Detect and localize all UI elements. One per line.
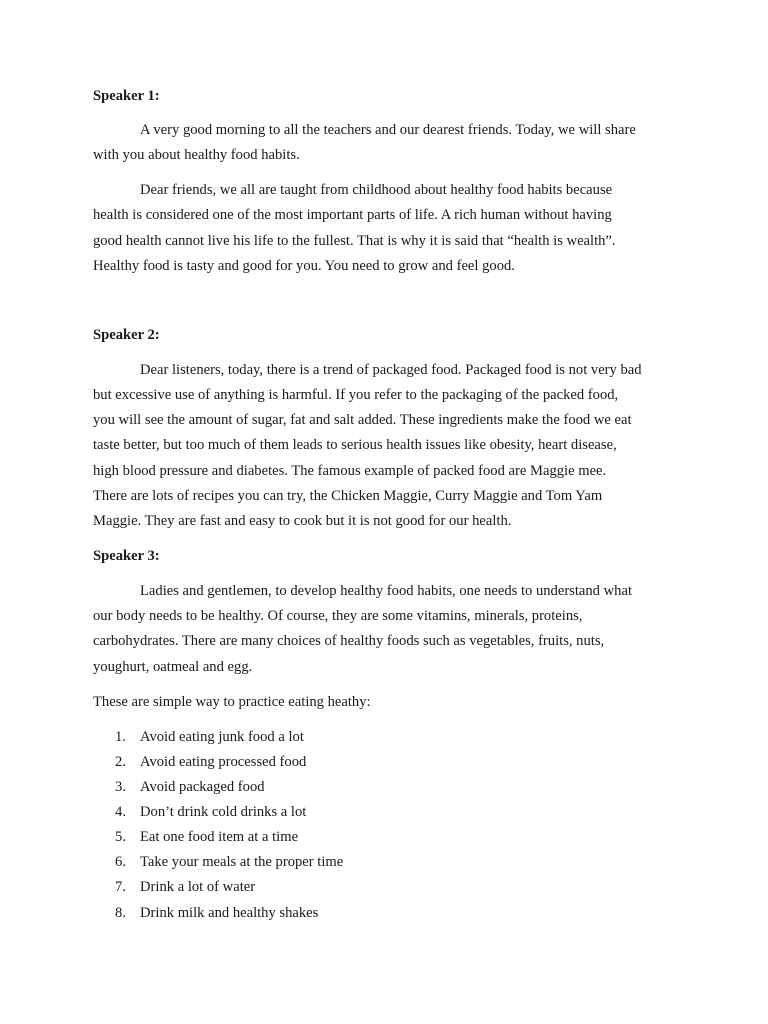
speaker-2-para-line: but excessive use of anything is harmful. If you refer to the packaging of the packed food, xyxy=(93,387,619,403)
list-item-text: Eat one food item at a time xyxy=(140,829,299,845)
speaker-1-para-1-line: A very good morning to all the teachers and our dearest friends. Today, we will share xyxy=(140,122,636,138)
list-item-text: Take your meals at the proper time xyxy=(140,854,344,870)
speaker-1-para-2-line: health is considered one of the most important parts of life. A rich human without having xyxy=(93,207,612,223)
list-intro: These are simple way to practice eating heathy: xyxy=(93,694,371,710)
speaker-3-para-line: Ladies and gentlemen, to develop healthy food habits, one needs to understand what xyxy=(140,583,632,599)
list-item-number: 2. xyxy=(115,754,126,770)
speaker-3-para-line: youghurt, oatmeal and egg. xyxy=(93,659,253,675)
speaker-1-heading: Speaker 1: xyxy=(93,88,160,104)
list-item-number: 5. xyxy=(115,829,126,845)
speaker-1-para-2-line: Dear friends, we all are taught from childhood about healthy food habits because xyxy=(140,182,613,198)
speaker-2-para-line: taste better, but too much of them leads to serious health issues like obesity, heart disease, xyxy=(93,437,617,453)
speaker-1-para-2-line: good health cannot live his life to the fullest. That is why it is said that “health is wealth”. xyxy=(93,233,616,249)
speaker-3-heading: Speaker 3: xyxy=(93,548,160,564)
speaker-2-para-line: Maggie. They are fast and easy to cook but it is not good for our health. xyxy=(93,513,512,529)
list-item-text: Drink milk and healthy shakes xyxy=(140,905,319,921)
speaker-2-para-line: you will see the amount of sugar, fat and salt added. These ingredients make the food we eat xyxy=(93,412,632,428)
speaker-1-para-2-line: Healthy food is tasty and good for you. You need to grow and feel good. xyxy=(93,258,515,274)
speaker-3-para-line: our body needs to be healthy. Of course, they are some vitamins, minerals, proteins, xyxy=(93,608,583,624)
list-item-text: Drink a lot of water xyxy=(140,879,256,895)
list-item-number: 7. xyxy=(115,879,126,895)
list-item-text: Don’t drink cold drinks a lot xyxy=(140,804,307,820)
speaker-2-para-line: There are lots of recipes you can try, the Chicken Maggie, Curry Maggie and Tom Yam xyxy=(93,488,603,504)
list-item-text: Avoid eating junk food a lot xyxy=(140,729,304,745)
speaker-2-para-line: high blood pressure and diabetes. The famous example of packed food are Maggie mee. xyxy=(93,463,607,479)
speaker-2-heading: Speaker 2: xyxy=(93,327,160,343)
speaker-3-para-line: carbohydrates. There are many choices of healthy foods such as vegetables, fruits, nuts, xyxy=(93,633,605,649)
list-item-text: Avoid eating processed food xyxy=(140,754,307,770)
list-item-number: 8. xyxy=(115,905,126,921)
speaker-1-para-1-line: with you about healthy food habits. xyxy=(93,147,300,163)
list-item-number: 1. xyxy=(115,729,126,745)
list-item-number: 4. xyxy=(115,804,126,820)
speaker-2-para-line: Dear listeners, today, there is a trend of packaged food. Packaged food is not very bad xyxy=(140,362,642,378)
list-item-number: 6. xyxy=(115,854,126,870)
list-item-text: Avoid packaged food xyxy=(140,779,265,795)
list-item-number: 3. xyxy=(115,779,126,795)
